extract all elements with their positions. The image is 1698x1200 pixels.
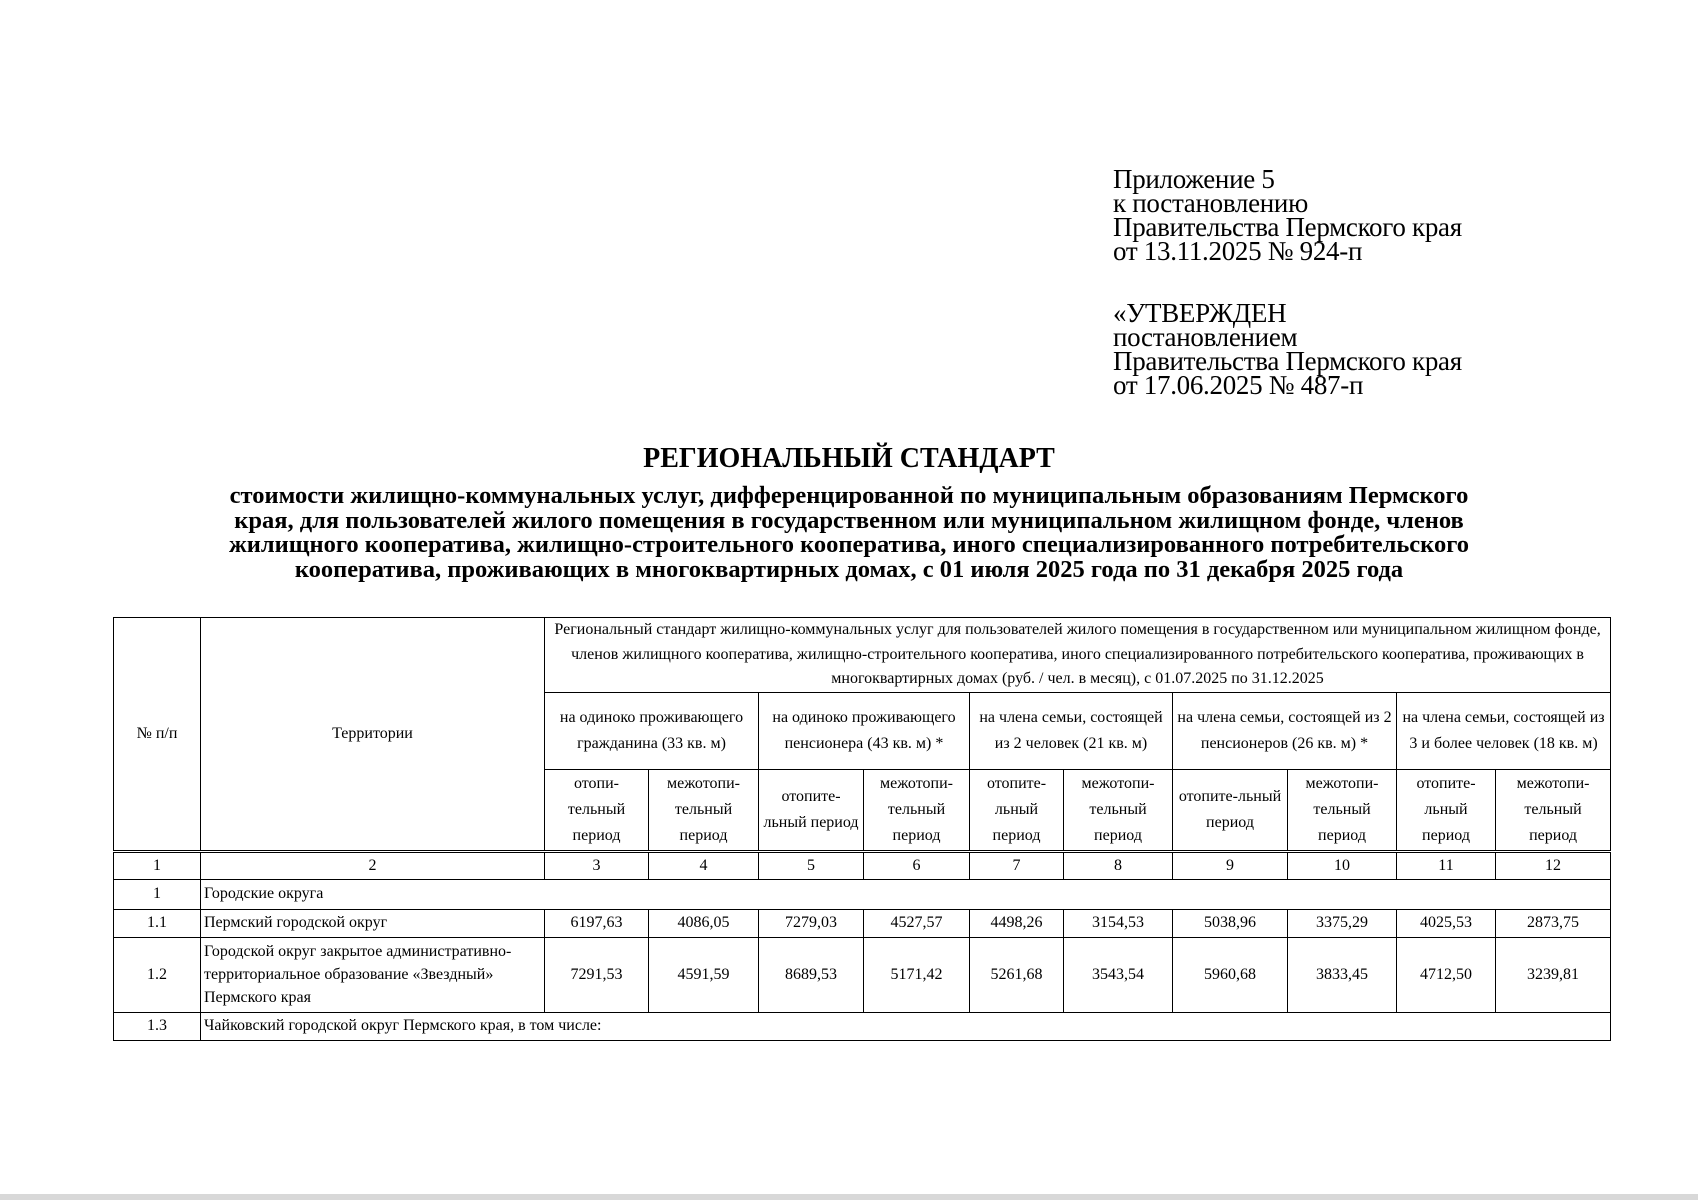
value-cell: 5960,68 (1173, 937, 1288, 1012)
section-name: Городские округа (201, 879, 1611, 909)
column-number: 2 (201, 851, 545, 879)
subtitle-line: стоимости жилищно-коммунальных услуг, дифференцированной по муниципальным образованиям Пермского (229, 482, 1469, 509)
value-cell: 7279,03 (759, 909, 864, 937)
column-number: 12 (1496, 851, 1611, 879)
value-cell: 4591,59 (649, 937, 759, 1012)
document-subtitle (118, 484, 1580, 582)
column-number: 7 (970, 851, 1064, 879)
value-cell: 5171,42 (864, 937, 970, 1012)
value-cell: 3239,81 (1496, 937, 1611, 1012)
value-cell: 3833,45 (1288, 937, 1397, 1012)
value-cell: 5038,96 (1173, 909, 1288, 937)
value-cell: 4498,26 (970, 909, 1064, 937)
standard-table (113, 617, 1611, 1041)
group-header: на члена семьи, состоящей из 2 пенсионеров (26 кв. м) * (1173, 692, 1397, 769)
appendix-line: Правительства Пермского края (1113, 212, 1462, 242)
approved-line: постановлением (1113, 322, 1298, 352)
value-cell: 8689,53 (759, 937, 864, 1012)
territory-name: Чайковский городской округ Пермского края, в том числе: (201, 1012, 1611, 1040)
column-number: 6 (864, 851, 970, 879)
value-cell: 4025,53 (1397, 909, 1496, 937)
column-number: 10 (1288, 851, 1397, 879)
period-header: отопите-льный период (1397, 769, 1496, 851)
appendix-line: Приложение 5 (1113, 164, 1275, 194)
appendix-line: к постановлению (1113, 188, 1308, 218)
value-cell: 7291,53 (545, 937, 649, 1012)
value-cell: 6197,63 (545, 909, 649, 937)
value-cell: 4527,57 (864, 909, 970, 937)
approved-line: Правительства Пермского края (1113, 346, 1462, 376)
period-header: отопите-льный период (759, 769, 864, 851)
table-row (114, 937, 1611, 1012)
value-cell: 4712,50 (1397, 937, 1496, 1012)
approved-reference (1113, 298, 1533, 400)
value-cell: 3154,53 (1064, 909, 1173, 937)
period-header: отопите-льный период (970, 769, 1064, 851)
column-number: 4 (649, 851, 759, 879)
header-row-top (114, 618, 1611, 693)
appendix-line: от 13.11.2025 № 924-п (1113, 236, 1363, 266)
col-territory-header: Территории (201, 618, 545, 852)
row-number: 1.2 (114, 937, 201, 1012)
standard-header: Региональный стандарт жилищно-коммунальных услуг для пользователей жилого помещения в государственном или муниципальном жилищном фонде, членов жилищного кооператива, жилищно-строительного кооператива, иного специализированного потребительского кооператива, проживающих в многоквартирных домах (руб. / чел. в месяц), с 01.07.2025 по 31.12.2025 (545, 618, 1611, 693)
row-number: 1.3 (114, 1012, 201, 1040)
subtitle-line: края, для пользователей жилого помещения в государственном или муниципальном жилищном фонде, членов (234, 506, 1464, 534)
value-cell: 3375,29 (1288, 909, 1397, 937)
column-number: 5 (759, 851, 864, 879)
appendix-reference (1113, 164, 1533, 266)
subtitle-line: жилищного кооператива, жилищно-строительного кооператива, иного специализированного потребительского (229, 531, 1469, 558)
territory-name: Пермский городской округ (201, 909, 545, 937)
column-number: 1 (114, 851, 201, 879)
value-cell: 2873,75 (1496, 909, 1611, 937)
value-cell: 4086,05 (649, 909, 759, 937)
table-row (114, 909, 1611, 937)
period-header: межотопи-тельный период (864, 769, 970, 851)
subtitle-line: кооператива, проживающих в многоквартирных домах, с 01 июля 2025 года по 31 декабря 2025 года (294, 555, 1404, 583)
period-header: межотопи-тельный период (1288, 769, 1397, 851)
period-header: отопи-тельный период (545, 769, 649, 851)
column-number: 9 (1173, 851, 1288, 879)
row-number: 1 (114, 879, 201, 909)
section-row (114, 879, 1611, 909)
row-number: 1.1 (114, 909, 201, 937)
value-cell: 3543,54 (1064, 937, 1173, 1012)
group-header: на одиноко проживающего гражданина (33 кв. м) (545, 692, 759, 769)
column-number: 11 (1397, 851, 1496, 879)
group-header: на члена семьи, состоящей из 3 и более человек (18 кв. м) (1397, 692, 1611, 769)
period-header: межотопи-тельный период (1064, 769, 1173, 851)
column-number: 3 (545, 851, 649, 879)
period-header: отопите-льный период (1173, 769, 1288, 851)
value-cell: 5261,68 (970, 937, 1064, 1012)
col-no-header: № п/п (114, 618, 201, 852)
column-number: 8 (1064, 851, 1173, 879)
approved-line: от 17.06.2025 № 487-п (1113, 370, 1364, 400)
period-header: межотопи-тельный период (1496, 769, 1611, 851)
territory-name: Городской округ закрытое административно-территориальное образование «Звездный» Пермского края (201, 937, 545, 1012)
period-header: межотопи-тельный период (649, 769, 759, 851)
document-title: РЕГИОНАЛЬНЫЙ СТАНДАРТ (643, 443, 1055, 474)
group-header: на члена семьи, состоящей из 2 человек (21 кв. м) (970, 692, 1173, 769)
column-numbers-row (114, 851, 1611, 879)
approved-line: «УТВЕРЖДЕН (1113, 298, 1287, 328)
table-row (114, 1012, 1611, 1040)
group-header: на одиноко проживающего пенсионера (43 кв. м) * (759, 692, 970, 769)
